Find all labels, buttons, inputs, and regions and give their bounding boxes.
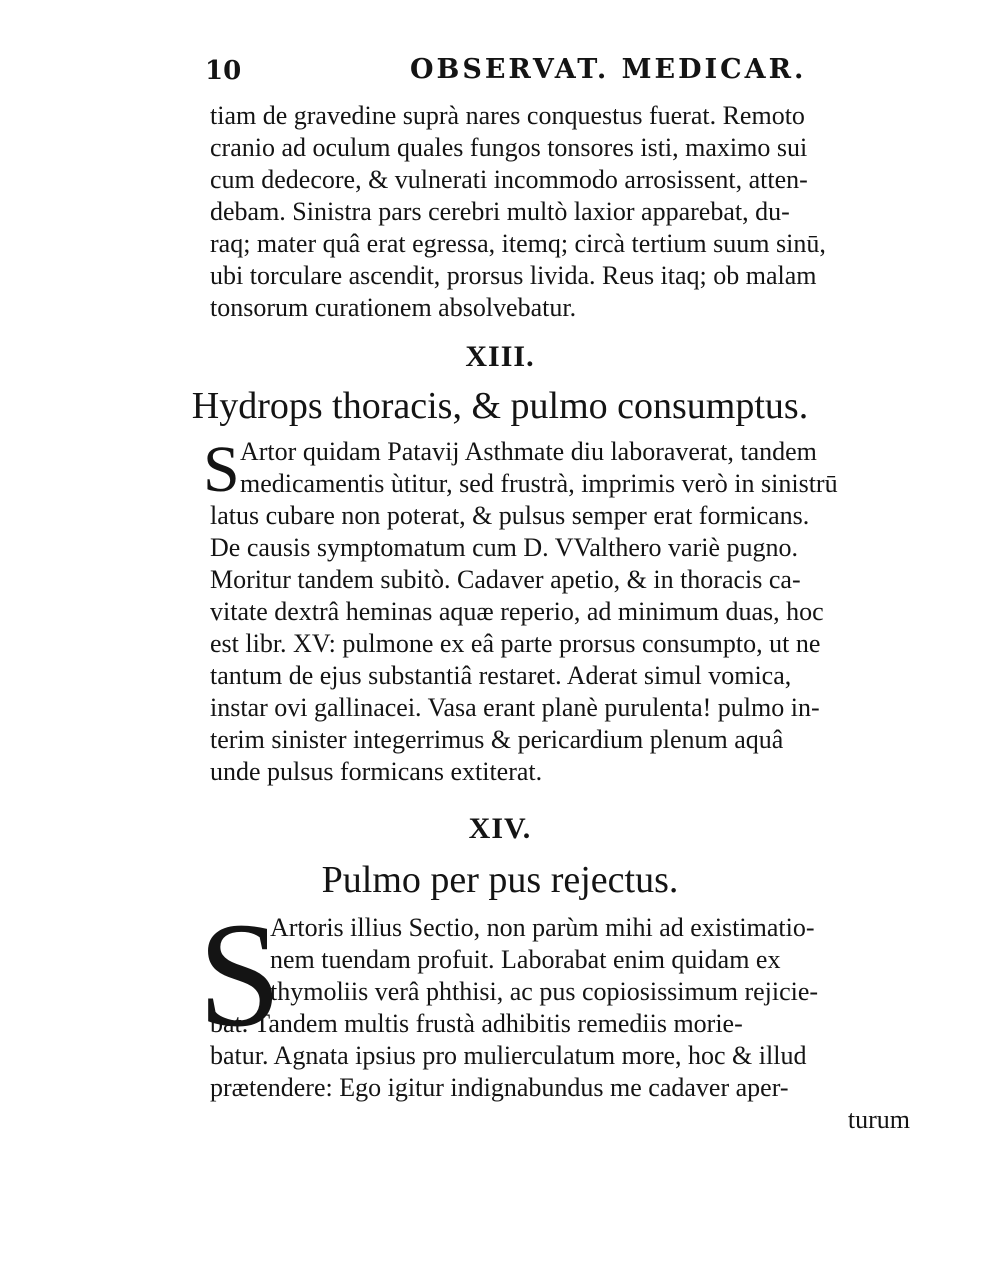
- section-14-numeral: XIV.: [468, 812, 532, 845]
- section-13-title: Hydrops thoracis, & pulmo consumptus.: [191, 385, 809, 427]
- text-line: tiam de gravedine suprà nares conquestus fuerat. Remoto: [210, 101, 805, 130]
- text-line: tantum de ejus substantiâ restaret. Aderat simul vomica,: [210, 661, 792, 690]
- text-line: raq; mater quâ erat egressa, itemq; circà tertium suum sinū,: [210, 229, 826, 258]
- section-14-title: Pulmo per pus rejectus.: [321, 859, 679, 901]
- section-13-dropcap: S: [203, 433, 240, 506]
- text-line: Artor quidam Patavij Asthmate diu laboraverat, tandem: [240, 437, 817, 466]
- text-line: vitate dextrâ heminas aquæ reperio, ad minimum duas, hoc: [210, 597, 824, 626]
- page-number: 10: [205, 56, 242, 86]
- section-14-paragraph: [210, 912, 910, 1136]
- text-line: debam. Sinistra pars cerebri multò laxior apparebat, du-: [210, 197, 790, 226]
- text-line: instar ovi gallinacei. Vasa erant planè purulenta! pulmo in-: [210, 693, 820, 722]
- text-line: unde pulsus formicans extiterat.: [210, 757, 543, 786]
- section-14-dropcap: S: [198, 892, 282, 1058]
- text-line: ubi torculare ascendit, prorsus livida. Reus itaq; ob malam: [210, 261, 817, 290]
- running-head: OBSERVAT. MEDICAR.: [410, 54, 807, 85]
- text-line: latus cubare non poterat, & pulsus semper erat formicans.: [210, 501, 810, 530]
- continuation-paragraph: [210, 100, 910, 324]
- text-line: thymoliis verâ phthisi, ac pus copiosissimum rejicie-: [270, 977, 819, 1006]
- section-13-numeral: XIII.: [465, 340, 535, 373]
- text-line: Artoris illius Sectio, non parùm mihi ad existimatio-: [270, 913, 815, 942]
- text-line: prætendere: Ego igitur indignabundus me cadaver aper-: [210, 1073, 789, 1102]
- text-line: terim sinister integerrimus & pericardium plenum aquâ: [210, 725, 784, 754]
- text-line: cranio ad oculum quales fungos tonsores isti, maximo sui: [210, 133, 808, 162]
- text-line: medicamentis ùtitur, sed frustrà, imprimis verò in sinistrū: [240, 469, 838, 498]
- text-line: batur. Agnata ipsius pro mulierculatum more, hoc & illud: [210, 1041, 807, 1070]
- text-line: tonsorum curationem absolvebatur.: [210, 293, 577, 322]
- text-line: nem tuendam profuit. Laborabat enim quidam ex: [270, 945, 781, 974]
- catchword: turum: [847, 1105, 910, 1134]
- section-13-paragraph: [210, 436, 910, 788]
- text-line: cum dedecore, & vulnerati incommodo arrosissent, atten-: [210, 165, 808, 194]
- text-line: Moritur tandem subitò. Cadaver apetio, & in thoracis ca-: [210, 565, 801, 594]
- text-line: est libr. XV: pulmone ex eâ parte prorsus consumpto, ut ne: [210, 629, 821, 658]
- text-line: bat. Tandem multis frustà adhibitis remediis morie-: [210, 1009, 743, 1038]
- text-line: De causis symptomatum cum D. VValthero variè pugno.: [210, 533, 799, 562]
